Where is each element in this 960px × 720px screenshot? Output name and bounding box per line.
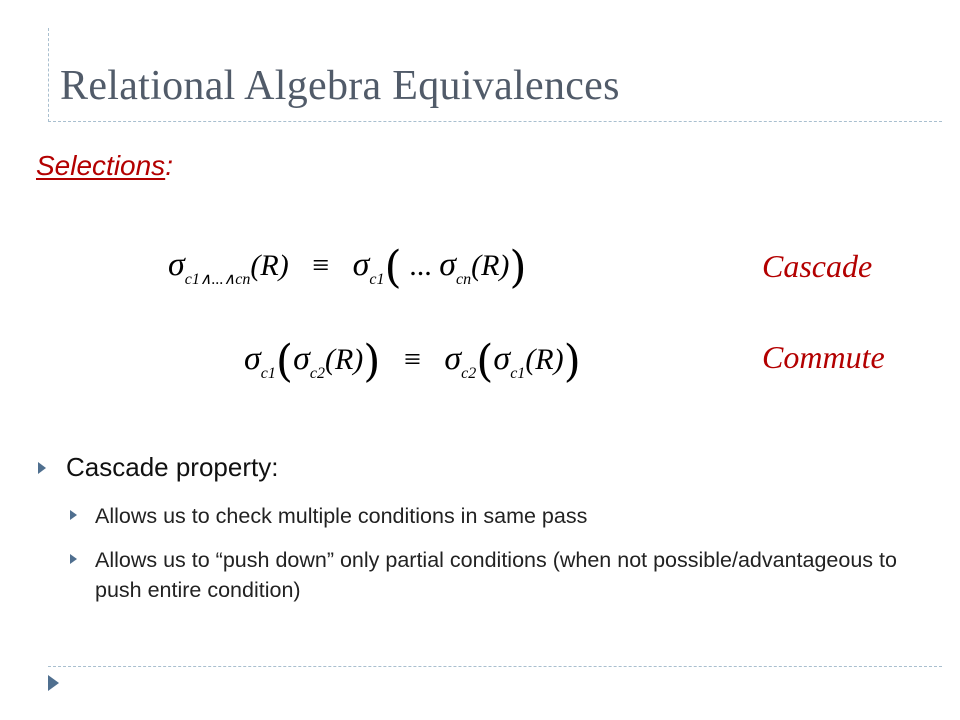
sigma-symbol: σ <box>493 340 511 377</box>
footer-dashed-rule <box>48 666 942 667</box>
sigma-symbol: σ <box>444 340 462 377</box>
main-bullet <box>38 452 918 483</box>
relation-argument: (R) <box>525 343 564 376</box>
equivalence-symbol: ≡ <box>403 343 421 376</box>
sigma-symbol: σ <box>293 340 310 377</box>
commute-equation <box>244 336 581 387</box>
open-paren: ( <box>476 336 494 387</box>
title-dashed-rule <box>48 121 942 122</box>
condition-subscript: c2 <box>461 365 477 382</box>
close-paren: ) <box>363 336 381 387</box>
sub-bullet-text: Allows us to check multiple conditions in same pass <box>95 504 588 528</box>
section-label <box>36 150 173 182</box>
slide-title: Relational Algebra Equivalences <box>60 63 620 109</box>
bullet-arrow-icon <box>38 462 46 474</box>
cascade-tag: Cascade <box>762 248 873 284</box>
sub-bullet <box>70 501 918 531</box>
bullet-list <box>38 452 918 619</box>
sub-bullet-text: Allows us to “push down” only partial conditions (when not possible/advantageous to push entire condition) <box>95 548 897 602</box>
relation-argument: (R) <box>324 343 364 376</box>
open-paren: ( <box>275 336 294 387</box>
relation-argument: (R) <box>250 249 289 282</box>
sigma-symbol: σ <box>244 340 261 377</box>
ellipsis: ... <box>409 249 432 282</box>
section-label-text: Selections <box>36 150 166 181</box>
open-paren: ( <box>384 242 402 293</box>
condition-subscript: c1 <box>369 271 385 288</box>
title-left-dashed-rule <box>48 28 49 122</box>
close-paren: ) <box>509 242 527 293</box>
relation-argument: (R) <box>471 249 510 282</box>
commute-tag: Commute <box>762 339 885 375</box>
condition-subscript: c1 <box>510 365 526 382</box>
sigma-symbol: σ <box>352 246 370 283</box>
section-label-colon: : <box>165 150 173 181</box>
sigma-symbol: σ <box>439 246 456 283</box>
bullet-arrow-icon <box>70 510 77 520</box>
condition-subscript: c2 <box>309 365 325 382</box>
condition-subscript: c1∧...∧cn <box>184 271 251 288</box>
cascade-equation <box>168 242 527 293</box>
sigma-symbol: σ <box>168 246 185 283</box>
footer-arrow-icon <box>48 675 59 691</box>
condition-subscript: cn <box>455 271 472 288</box>
sub-bullet <box>70 545 918 605</box>
condition-subscript: c1 <box>260 365 276 382</box>
bullet-arrow-icon <box>70 554 77 564</box>
main-bullet-text: Cascade property: <box>66 452 279 482</box>
equivalence-symbol: ≡ <box>312 249 330 282</box>
close-paren: ) <box>563 336 581 387</box>
